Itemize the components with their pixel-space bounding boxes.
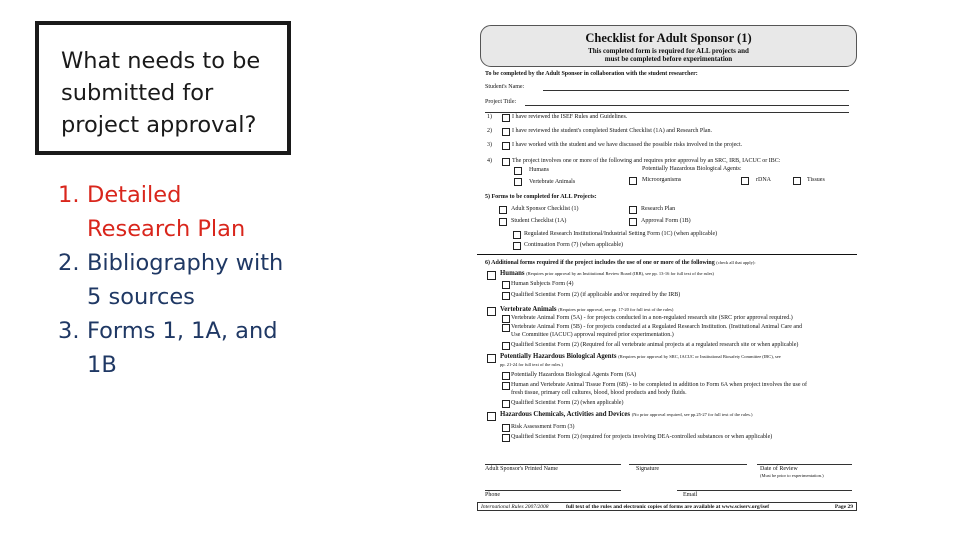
checkbox	[487, 354, 496, 363]
checkbox	[487, 412, 496, 421]
list-item-text: Forms 1, 1A, and 1B	[87, 318, 278, 378]
vertebrate-heading-text: Vertebrate Animals	[500, 306, 557, 313]
option-text: Human and Vertebrate Animal Tissue Form (6B) - to be completed in addition to Form 6A when project involves the use of	[511, 382, 808, 388]
hazardous-note: (No prior approval required, see pp.25-27 for full text of the rules.)	[631, 412, 753, 417]
signature-label: Signature	[636, 466, 659, 472]
form-subtitle	[481, 47, 856, 63]
signature-line	[485, 490, 621, 491]
option-text: Potentially Hazardous Biological Agents:	[642, 166, 742, 172]
humans-note: (Requires prior approval by an Institutional Review Board (IRB), see pp. 13-16 for full text of the rules)	[526, 271, 714, 276]
footer-middle: full text of the rules and electronic copies of forms are available at www.sciserv.org/isef	[566, 504, 770, 510]
q-number: 1)	[487, 114, 492, 120]
option-text: Potentially Hazardous Biological Agents Form (6A)	[511, 372, 637, 378]
form-subtitle-line: must be completed before experimentation	[604, 55, 733, 63]
option-text: Regulated Research Institutional/Industrial Setting Form (1C) (when applicable)	[524, 231, 718, 237]
option-text: Qualified Scientist Form (2) (when applicable)	[511, 400, 624, 406]
sponsor-name-label: Adult Sponsor's Printed Name	[485, 466, 558, 472]
option-text: fresh tissue, primary cell cultures, blood, blood products and body fluids.	[511, 390, 687, 396]
footer-page: Page 29	[834, 504, 853, 510]
option-text: Qualified Scientist Form (2) (if applicable and/or required by the IRB)	[511, 292, 681, 298]
option-text: Qualified Scientist Form (2) (Required for all vertebrate animal projects at a regulated research site or when applicable)	[511, 342, 799, 348]
checkbox	[513, 231, 521, 239]
checkbox	[499, 206, 507, 214]
option-text: rDNA	[756, 177, 771, 183]
vertebrate-note: (Requires prior approval, see pp. 17-20 for full text of the rules)	[558, 307, 674, 312]
option-text: Microorganisms	[642, 177, 682, 183]
list-item	[58, 178, 288, 246]
checkbox	[513, 242, 521, 250]
project-title-label: Project Title:	[485, 99, 517, 105]
option-text: Humans	[529, 167, 549, 173]
option-text: Approval Form (1B)	[641, 218, 691, 224]
humans-heading-text: Humans	[500, 270, 525, 277]
list-item-text: Detailed Research Plan	[87, 182, 246, 242]
email-label: Email	[683, 492, 698, 498]
checkbox	[793, 177, 801, 185]
checkbox	[502, 324, 510, 332]
q4-checkbox	[502, 158, 510, 166]
checkbox	[502, 434, 510, 442]
form-title: Checklist for Adult Sponsor (1)	[585, 31, 752, 45]
slide-question: What needs to be submitted for project approval?	[61, 48, 261, 138]
student-name-label: Student's Name:	[485, 84, 525, 90]
option-text: Vertebrate Animals	[529, 179, 576, 185]
option-text: Use Committee (IACUC) approval required prior experimentation.)	[511, 332, 674, 338]
list-item	[58, 314, 288, 382]
q3-text: I have worked with the student and we have discussed the possible risks involved in the project.	[512, 142, 743, 148]
option-text: Research Plan	[641, 206, 676, 212]
date-label: Date of Review	[760, 466, 798, 472]
form-footer	[477, 502, 857, 511]
q4-text: The project involves one or more of the following and requires prior approval by an SRC, IRB, IACUC or IBC:	[512, 158, 781, 164]
footer-left: International Rules 2007/2008	[481, 504, 549, 510]
requirements-list	[58, 178, 288, 382]
biological-agents-heading	[500, 353, 781, 361]
q-number: 2)	[487, 128, 492, 134]
checkbox	[487, 307, 496, 316]
checkbox	[514, 167, 522, 175]
list-item-number: 3.	[58, 318, 80, 344]
section-6-text: 6) Additional forms required if the project includes the use of one or more of the following	[485, 260, 715, 266]
section-6-heading	[485, 259, 756, 267]
student-name-line	[543, 90, 849, 91]
checkbox	[514, 178, 522, 186]
option-text: Student Checklist (1A)	[511, 218, 567, 224]
checkbox	[502, 281, 510, 289]
option-text: Qualified Scientist Form (2) (required for projects involving DEA-controlled substances or when applicable)	[511, 434, 773, 440]
option-text: Human Subjects Form (4)	[511, 281, 574, 287]
option-text: Adult Sponsor Checklist (1)	[511, 206, 579, 212]
section-divider	[477, 254, 857, 255]
checkbox	[487, 271, 496, 280]
checkbox	[499, 218, 507, 226]
option-text: Risk Assessment Form (3)	[511, 424, 575, 430]
list-item-text: Bibliography with 5 sources	[87, 250, 284, 310]
option-text: Vertebrate Animal Form (5B) - for projects conducted at a Regulated Research Institution. (Institutional Animal Care and	[511, 324, 803, 330]
form-intro: To be completed by the Adult Sponsor in collaboration with the student researcher:	[485, 71, 698, 77]
checkbox	[629, 177, 637, 185]
date-note: (Must be prior to experimentation.)	[760, 473, 824, 478]
q3-checkbox	[502, 142, 510, 150]
checkbox	[629, 206, 637, 214]
option-text: Vertebrate Animal Form (5A) - for projects conducted in a non-regulated research site (SRC prior approval required.)	[511, 315, 793, 321]
hazardous-heading-text: Hazardous Chemicals, Activities and Devices	[500, 411, 631, 418]
section-6-tail: (check all that apply):	[716, 260, 756, 265]
vertebrate-heading	[500, 306, 673, 314]
checkbox	[502, 292, 510, 300]
checkbox	[502, 400, 510, 408]
biological-agents-heading-text: Potentially Hazardous Biological Agents	[500, 353, 617, 360]
checkbox	[502, 382, 510, 390]
form-header	[480, 25, 857, 67]
list-item	[58, 246, 288, 314]
checkbox	[502, 372, 510, 380]
question-box	[35, 21, 291, 155]
q-number: 4)	[487, 158, 492, 164]
signature-line	[677, 490, 852, 491]
biological-agents-note-2: pp. 21-24 for full text of the rules.)	[500, 362, 563, 367]
hazardous-heading	[500, 411, 753, 419]
project-title-line	[525, 105, 849, 106]
q-number: 3)	[487, 142, 492, 148]
humans-heading	[500, 270, 714, 278]
list-item-number: 1.	[58, 182, 80, 208]
option-text: Continuation Form (7) (when applicable)	[524, 242, 623, 248]
phone-label: Phone	[485, 492, 500, 498]
form-subtitle-line: This completed form is required for ALL projects and	[588, 47, 749, 55]
biological-agents-note: (Requires prior approval by SRC, IACUC or Institutional Biosafety Committee (IBC), see	[618, 354, 781, 359]
checkbox	[629, 218, 637, 226]
q1-text: I have reviewed the ISEF Rules and Guidelines.	[512, 114, 628, 120]
section-5-heading: 5) Forms to be completed for ALL Projects:	[485, 194, 597, 200]
checkbox	[502, 342, 510, 350]
list-item-number: 2.	[58, 250, 80, 276]
q1-checkbox	[502, 114, 510, 122]
option-text: Tissues	[807, 177, 825, 183]
q2-checkbox	[502, 128, 510, 136]
q2-text: I have reviewed the student's completed Student Checklist (1A) and Research Plan.	[512, 128, 713, 134]
checkbox	[502, 424, 510, 432]
sponsor-checklist-form	[477, 22, 861, 515]
checkbox	[502, 315, 510, 323]
checkbox	[741, 177, 749, 185]
